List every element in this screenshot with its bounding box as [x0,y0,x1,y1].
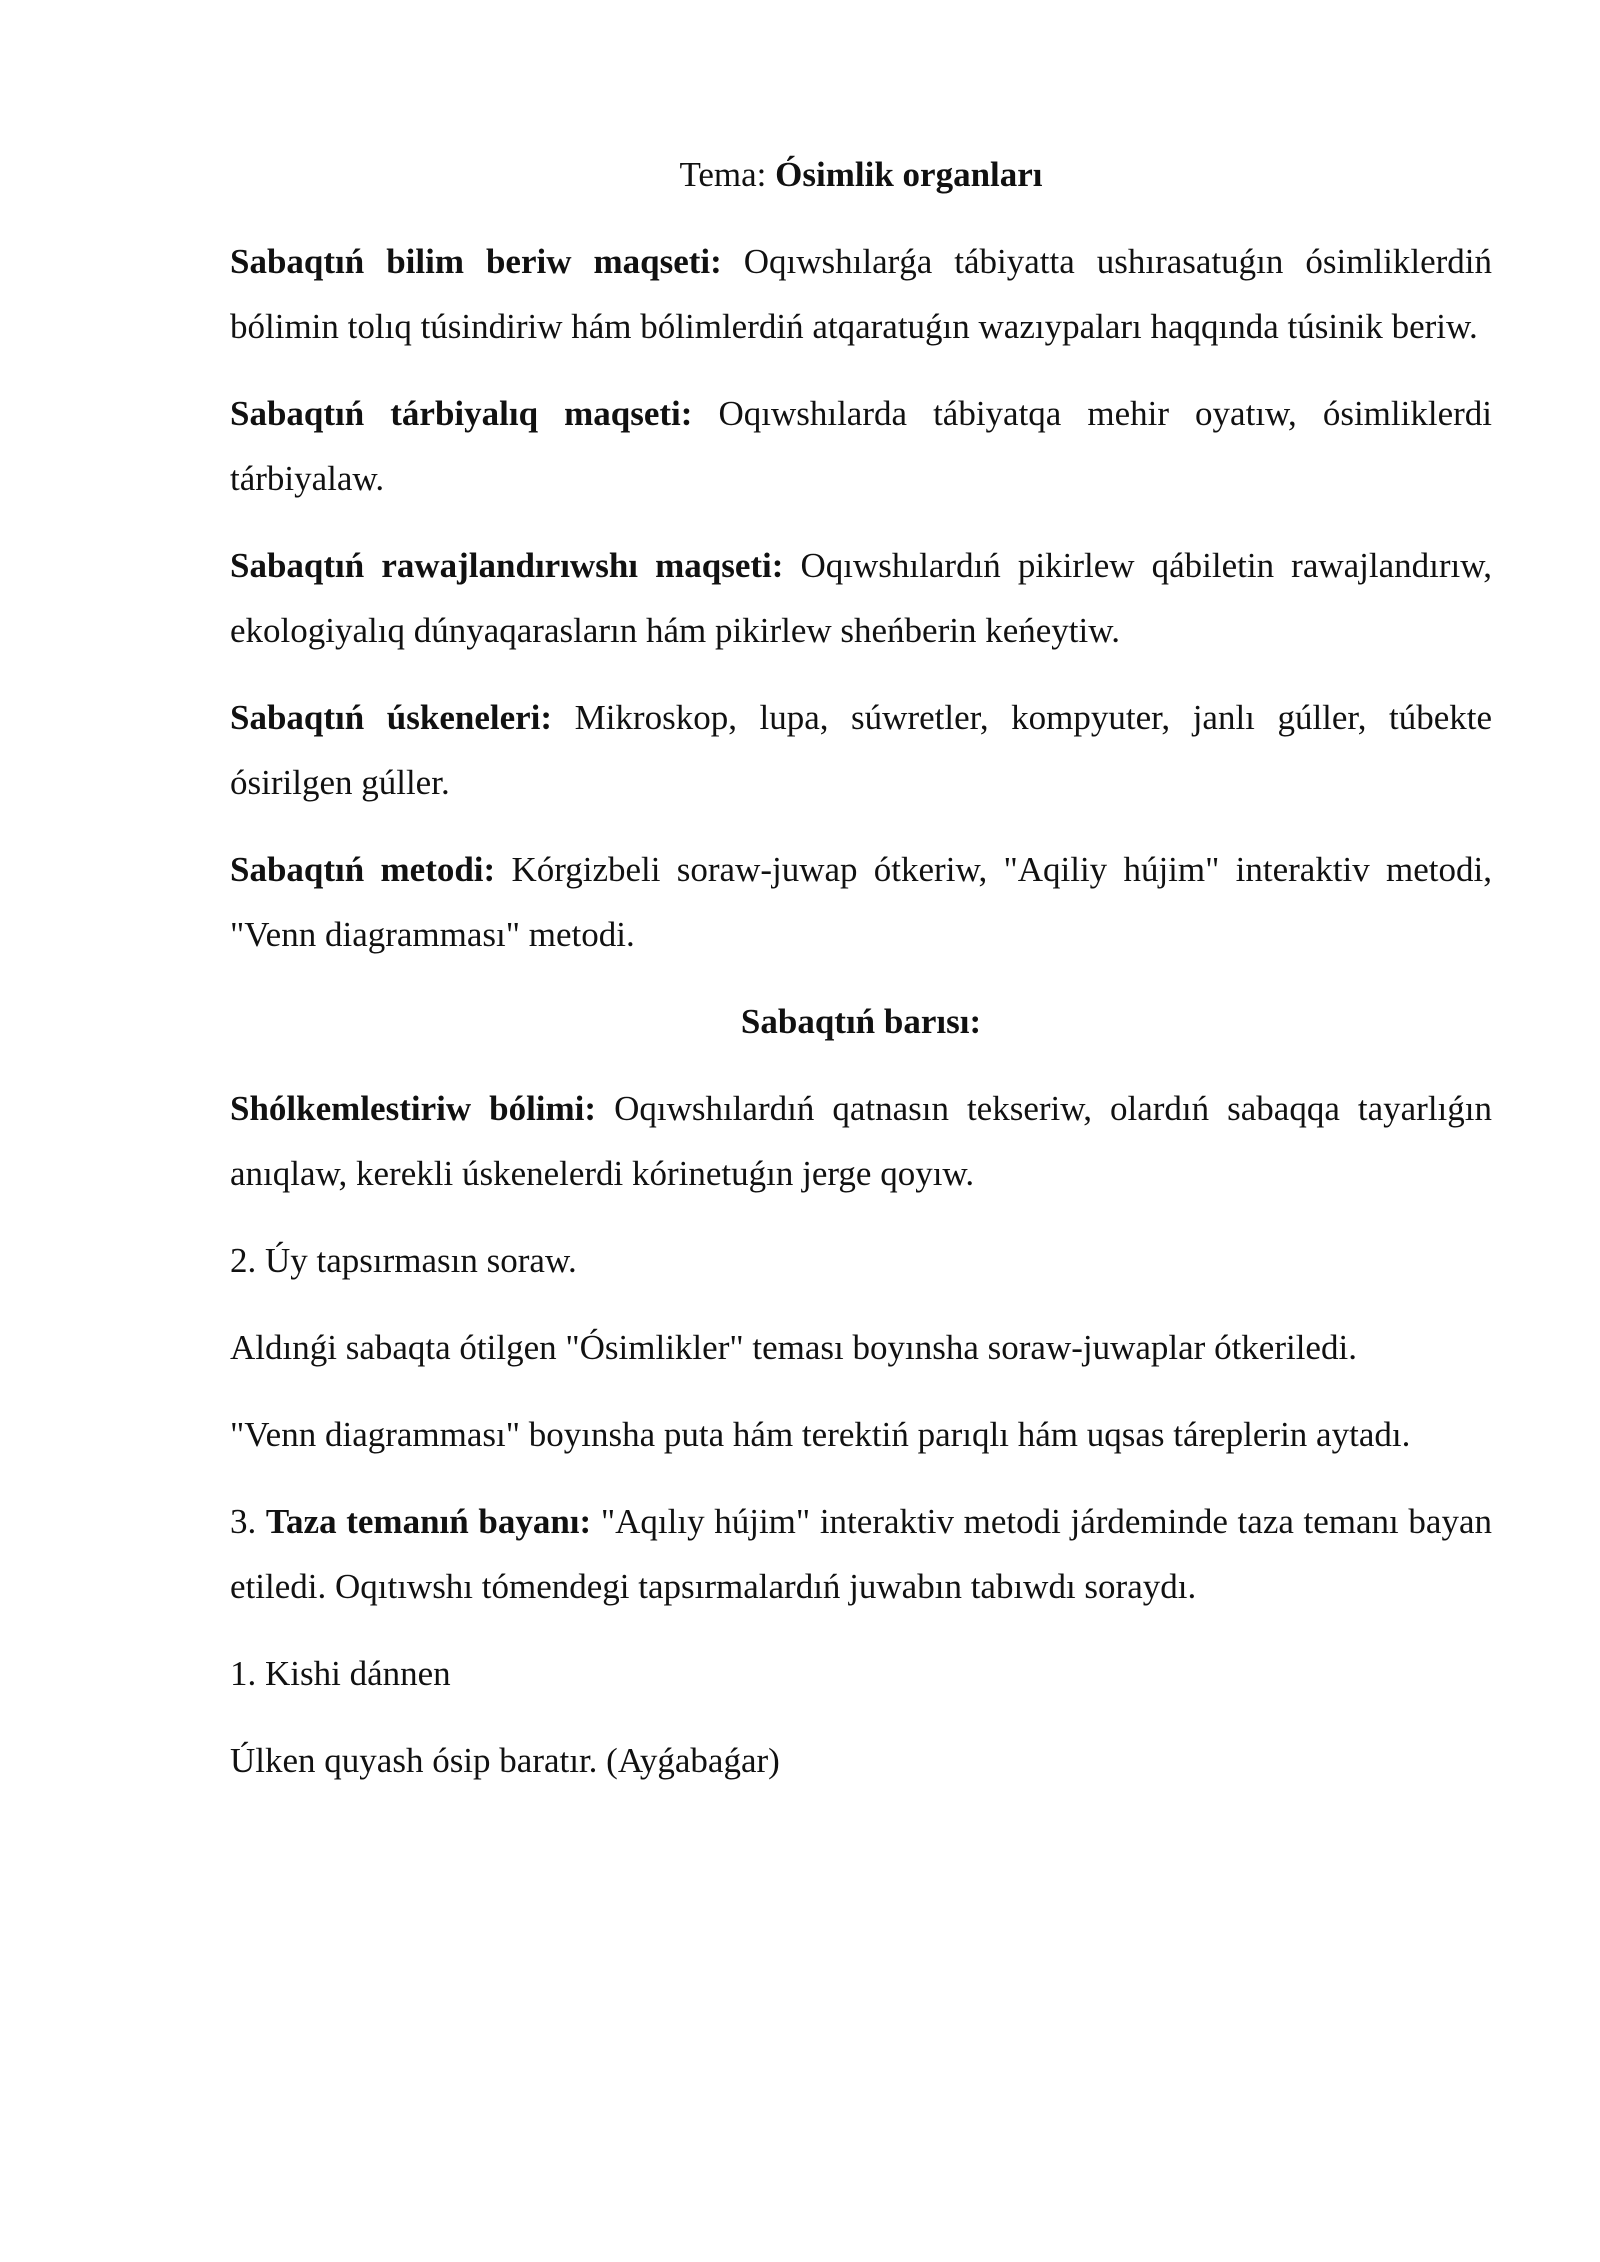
paragraph-text: Mikroskop, lupa, súwretler, kompyuter, janlı gúller, túbekte ósirilgen gúller. [230,698,1492,802]
paragraph-text: Oqıwshılardıń pikirlew qábiletin rawajlandırıw, ekologiyalıq dúnyaqarasların hám pikirlew sheńberin keńeytiw. [230,546,1493,650]
paragraph-label: Sabaqtıń bilim beriw maqseti: [230,242,722,281]
paragraph-education-goal [230,229,1492,359]
paragraph-homework: 2. Úy tapsırmasın soraw. [230,1241,577,1280]
document-title [230,142,1492,207]
paragraph-text: Oqıwshılardıń qatnasın tekseriw, olardıń sabaqqa tayarlıǵın anıqlaw, kerekli úskenelerdi kórinetuǵın jerge qoyıw. [230,1089,1492,1193]
paragraph-organization [230,1076,1492,1206]
paragraph-previous-lesson: Aldınǵi sabaqta ótilgen "Ósimlikler" teması boyınsha soraw-juwaplar ótkeriledi. [230,1328,1357,1367]
paragraph-text: Oqıwshılarda tábiyatqa mehir oyatıw, ósimliklerdi tárbiyalaw. [230,394,1492,498]
paragraph-text: Kórgizbeli soraw-juwap ótkeriw, "Aqiliy hújim" interaktiv metodi, "Venn diagramması" metodi. [230,850,1493,954]
paragraph-riddle-number: 1. Kishi dánnen [230,1654,451,1693]
paragraph-label: Sabaqtıń rawajlandırıwshı maqseti: [230,546,784,585]
paragraph-label: Sabaqtıń metodi: [230,850,496,889]
title-prefix: Tema: [679,155,776,194]
paragraph-riddle-text: Úlken quyash ósip baratır. (Ayǵabaǵar) [230,1741,780,1780]
paragraph-method [230,837,1492,967]
paragraph-development-goal [230,533,1492,663]
paragraph-label: Sabaqtıń tárbiyalıq maqseti: [230,394,693,433]
paragraph-upbringing-goal [230,381,1492,511]
paragraph-text: Oqıwshılarǵa tábiyatta ushırasatuǵın ósimliklerdiń bólimin tolıq túsindiriw hám bólimlerdiń atqaratuǵın wazıypaları haqqında túsinik beriw. [230,242,1492,346]
document-page [230,142,1492,1815]
paragraph-venn: "Venn diagramması" boyınsha puta hám terektiń parıqlı hám uqsas táreplerin aytadı. [230,1415,1411,1454]
title-value: Ósimlik organları [775,155,1043,194]
paragraph-number: 3. [230,1502,266,1541]
paragraph-equipment [230,685,1492,815]
paragraph-label: Shólkemlestiriw bólimi: [230,1089,597,1128]
paragraph-new-topic [230,1489,1492,1619]
paragraph-label: Taza temanıń bayanı: [265,1502,592,1541]
section-heading-lesson-course: Sabaqtıń barısı: [740,1002,982,1041]
paragraph-label: Sabaqtıń úskeneleri: [230,698,553,737]
paragraph-text: "Aqılıy hújim" interaktiv metodi járdeminde taza temanı bayan etiledi. Oqıtıwshı tómendegi tapsırmalardıń juwabın tabıwdı soraydı. [230,1502,1492,1606]
